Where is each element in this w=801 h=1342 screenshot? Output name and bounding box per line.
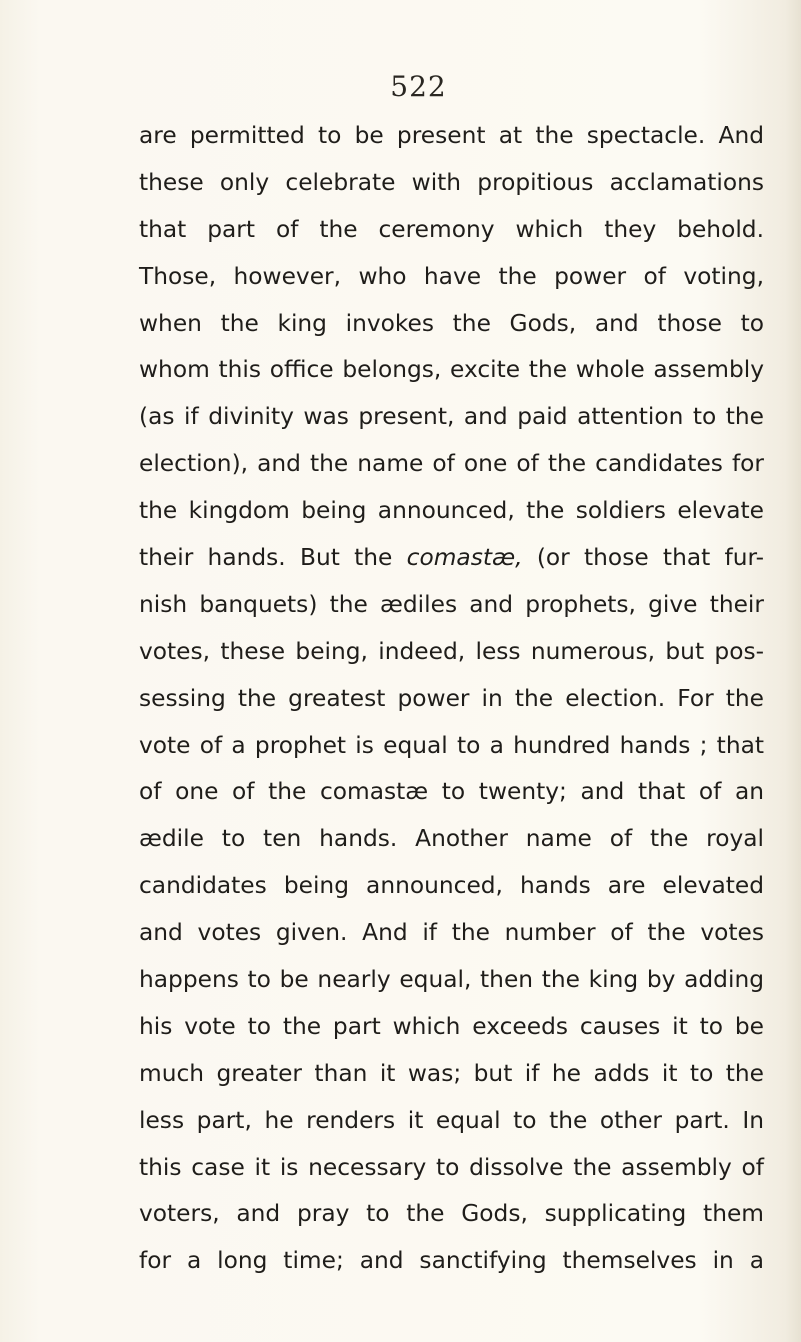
text-line: happens to be nearly equal, then the king by adding (139, 966, 764, 994)
text-line: less part, he renders it equal to the other part. In (139, 1106, 764, 1134)
text-line: much greater than it was; but if he adds it to the (139, 1059, 764, 1087)
text-line: whom this office belongs, excite the whole assembly (139, 356, 764, 384)
text-line: voters, and pray to the Gods, supplicating them (139, 1200, 764, 1228)
body-text (139, 113, 764, 1285)
text-line: this case it is necessary to dissolve the assembly of (139, 1153, 764, 1181)
text-line: the kingdom being announced, the soldiers elevate (139, 497, 764, 525)
text-line: his vote to the part which exceeds causes it to be (139, 1012, 764, 1040)
text-line: are permitted to be present at the spectacle. And (139, 122, 764, 149)
text-line: and votes given. And if the number of the votes (139, 919, 764, 947)
text-line: sessing the greatest power in the election. For the (139, 684, 764, 712)
text-line: that part of the ceremony which they behold. (139, 215, 764, 243)
text-line: Those, however, who have the power of voting, (139, 262, 764, 290)
text-line: candidates being announced, hands are elevated (139, 872, 764, 900)
text-line: votes, these being, indeed, less numerous, but pos- (139, 637, 764, 665)
text-line: these only celebrate with propitious acclamations (139, 168, 764, 196)
text-line: for a long time; and sanctifying themselves in a (139, 1247, 764, 1275)
text-line: of one of the comastæ to twenty; and that of an (139, 778, 764, 806)
text-line: ædile to ten hands. Another name of the royal (139, 825, 764, 853)
text-line: vote of a prophet is equal to a hundred hands ; that (139, 731, 764, 759)
text-line: election), and the name of one of the candidates for (139, 450, 764, 478)
text-segment: (or those that fur- (522, 544, 764, 572)
italic-term-comastae: comastæ, (406, 544, 523, 572)
text-segment: their hands. But the (139, 544, 407, 572)
text-line: (as if divinity was present, and paid attention to the (139, 403, 764, 431)
text-line: when the king invokes the Gods, and those to (139, 309, 764, 337)
text-line: nish banquets) the ædiles and prophets, give their (139, 590, 764, 618)
text-line-with-italic (139, 535, 764, 582)
page-number: 522 (390, 70, 447, 103)
